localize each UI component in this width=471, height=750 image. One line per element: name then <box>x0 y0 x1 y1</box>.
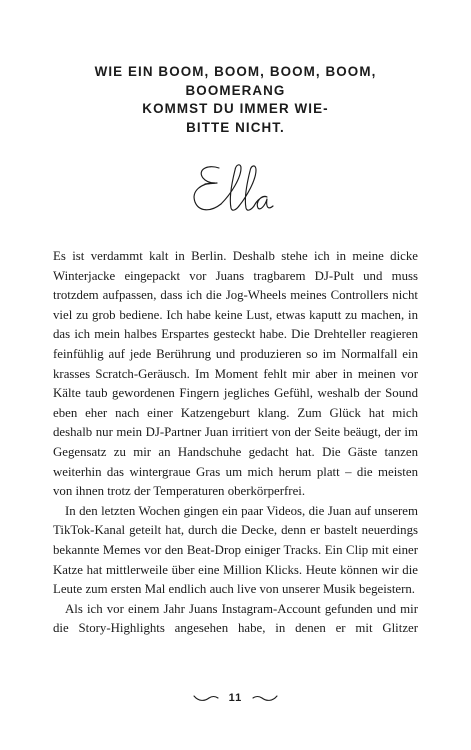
right-swash-ornament-icon <box>252 693 278 703</box>
epigraph-line: KOMMST DU IMMER WIE- <box>142 101 329 117</box>
paragraph: Es ist verdammt kalt in Berlin. Deshalb stehe ich in meine dicke Winterjacke eingepackt vor Juans tragbarem DJ-Pult und muss trotzdem aufpassen, dass ich die Jog-Wheels meines Controllers nicht viel zu grob bediene. Ich habe keine Lust, etwas kaputt zu machen, in das ich mein halbes Erspartes gesteckt habe. Die Drehteller reagieren feinfühlig auf jede Berührung und produzieren so im Normalfall ein krasses Scratch-Geräusch. Im Moment fehlt mir aber in meinen vor Kälte taub gewordenen Fingern jegliches Gefühl, weshalb der Sound eben eher nach einer Katzengeburt klang. Zum Glück hat mich deshalb nur mein DJ-Partner Juan irritiert von der Seite beäugt, der im Gegensatz zu mir an Handschuhe gedacht hat. Die Gäste tanzen weiterhin das wintergraue Gras um mich herum platt – die meisten von ihnen trotz der Temperaturen oberkörperfrei. <box>53 249 418 499</box>
paragraph: Als ich vor einem Jahr Juans Instagram-Account gefunden und mir die Story-Highlights angesehen habe, in denen er mit Glitzer <box>53 601 418 636</box>
chapter-narrator-signature <box>0 158 471 222</box>
epigraph-line: BITTE NICHT. <box>186 119 285 135</box>
ella-script-signature <box>181 158 291 222</box>
epigraph-line: WIE EIN BOOM, BOOM, BOOM, BOOM, <box>94 64 377 79</box>
paragraph: In den letzten Wochen gingen ein paar Videos, die Juan auf unserem TikTok-Kanal geteilt hat, durch die Decke, denn er bastelt neuerdings bekannte Memes vor den Beat-Drop einiger Tracks. Ein Clip mit einer Katze hat mittlerweile über eine Million Klicks. Heute können wir die Leute zum ersten Mal endlich auch live von unserer Musik begeistern. <box>53 503 418 597</box>
chapter-body-text <box>53 247 418 639</box>
epigraph-lyrics <box>50 63 421 137</box>
page-number: 11 <box>228 692 243 704</box>
left-swash-ornament-icon <box>193 693 219 703</box>
page-footer <box>0 688 471 708</box>
epigraph-line: BOOMERANG <box>185 82 286 98</box>
